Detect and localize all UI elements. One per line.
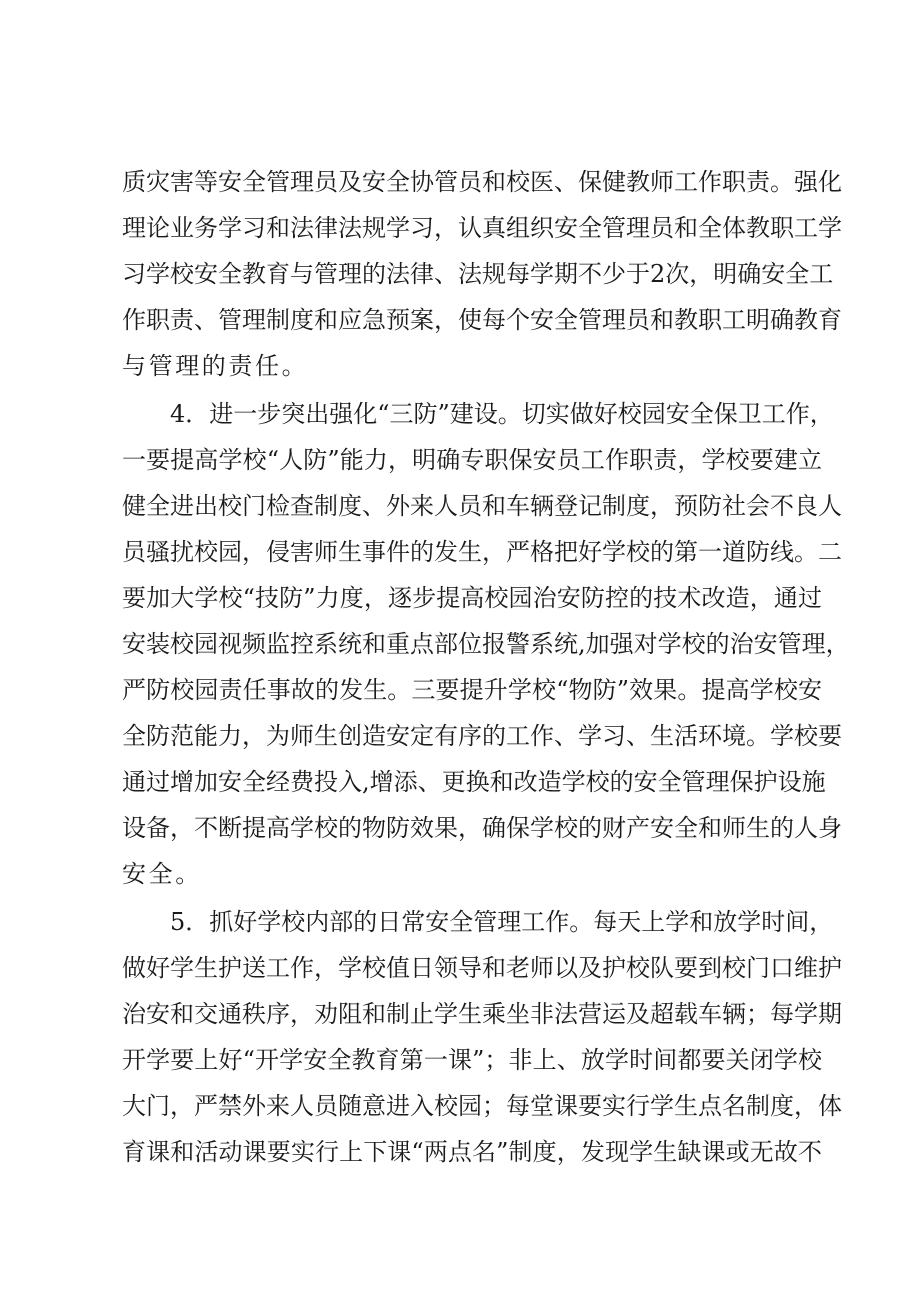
text-line: 育课和活动课要实行上下课“两点名”制度，发现学生缺课或无故不 [122, 1138, 822, 1166]
text-line: 要加大学校“技防”力度，逐步提高校园治安防控的技术改造，通过 [122, 584, 822, 612]
text-line: 开学要上好“开学安全教育第一课”；非上、放学时间都要关闭学校 [122, 1046, 822, 1074]
text-line: 作职责、管理制度和应急预案，使每个安全管理员和教职工明确教育 [122, 306, 842, 334]
text-line: 做好学生护送工作，学校值日领导和老师以及护校队要到校门口维护 [122, 954, 842, 982]
text-line: 5．抓好学校内部的日常安全管理工作。每天上学和放学时间， [170, 908, 834, 936]
text-line: 安装校园视频监控系统和重点部位报警系统,加强对学校的治安管理， [122, 630, 850, 658]
text-line: 设备，不断提高学校的物防效果，确保学校的财产安全和师生的人身 [122, 814, 842, 842]
text-line: 健全进出校门检查制度、外来人员和车辆登记制度，预防社会不良人 [122, 492, 842, 520]
text-line: 通过增加安全经费投入,增添、更换和改造学校的安全管理保护设施 [122, 768, 826, 796]
text-line: 习学校安全教育与管理的法律、法规每学期不少于2次，明确安全工 [122, 260, 834, 288]
text-line: 治安和交通秩序，劝阻和制止学生乘坐非法营运及超载车辆；每学期 [122, 1000, 842, 1028]
text-line: 员骚扰校园，侵害师生事件的发生，严格把好学校的第一道防线。二 [122, 538, 842, 566]
text-line: 理论业务学习和法律法规学习，认真组织安全管理员和全体教职工学 [122, 214, 842, 242]
text-line: 全防范能力，为师生创造安定有序的工作、学习、生活环境。学校要 [122, 722, 842, 750]
text-line: 大门，严禁外来人员随意进入校园；每堂课要实行学生点名制度，体 [122, 1092, 842, 1120]
text-line: 4．进一步突出强化“三防”建设。切实做好校园安全保卫工作， [170, 400, 834, 428]
text-line: 质灾害等安全管理员及安全协管员和校医、保健教师工作职责。强化 [122, 168, 842, 196]
text-line: 一要提高学校“人防”能力，明确专职保安员工作职责，学校要建立 [122, 446, 822, 474]
text-line: 安全。 [122, 860, 202, 888]
text-line: 与管理的责任。 [122, 352, 309, 380]
text-line: 严防校园责任事故的发生。三要提升学校“物防”效果。提高学校安 [122, 676, 822, 704]
